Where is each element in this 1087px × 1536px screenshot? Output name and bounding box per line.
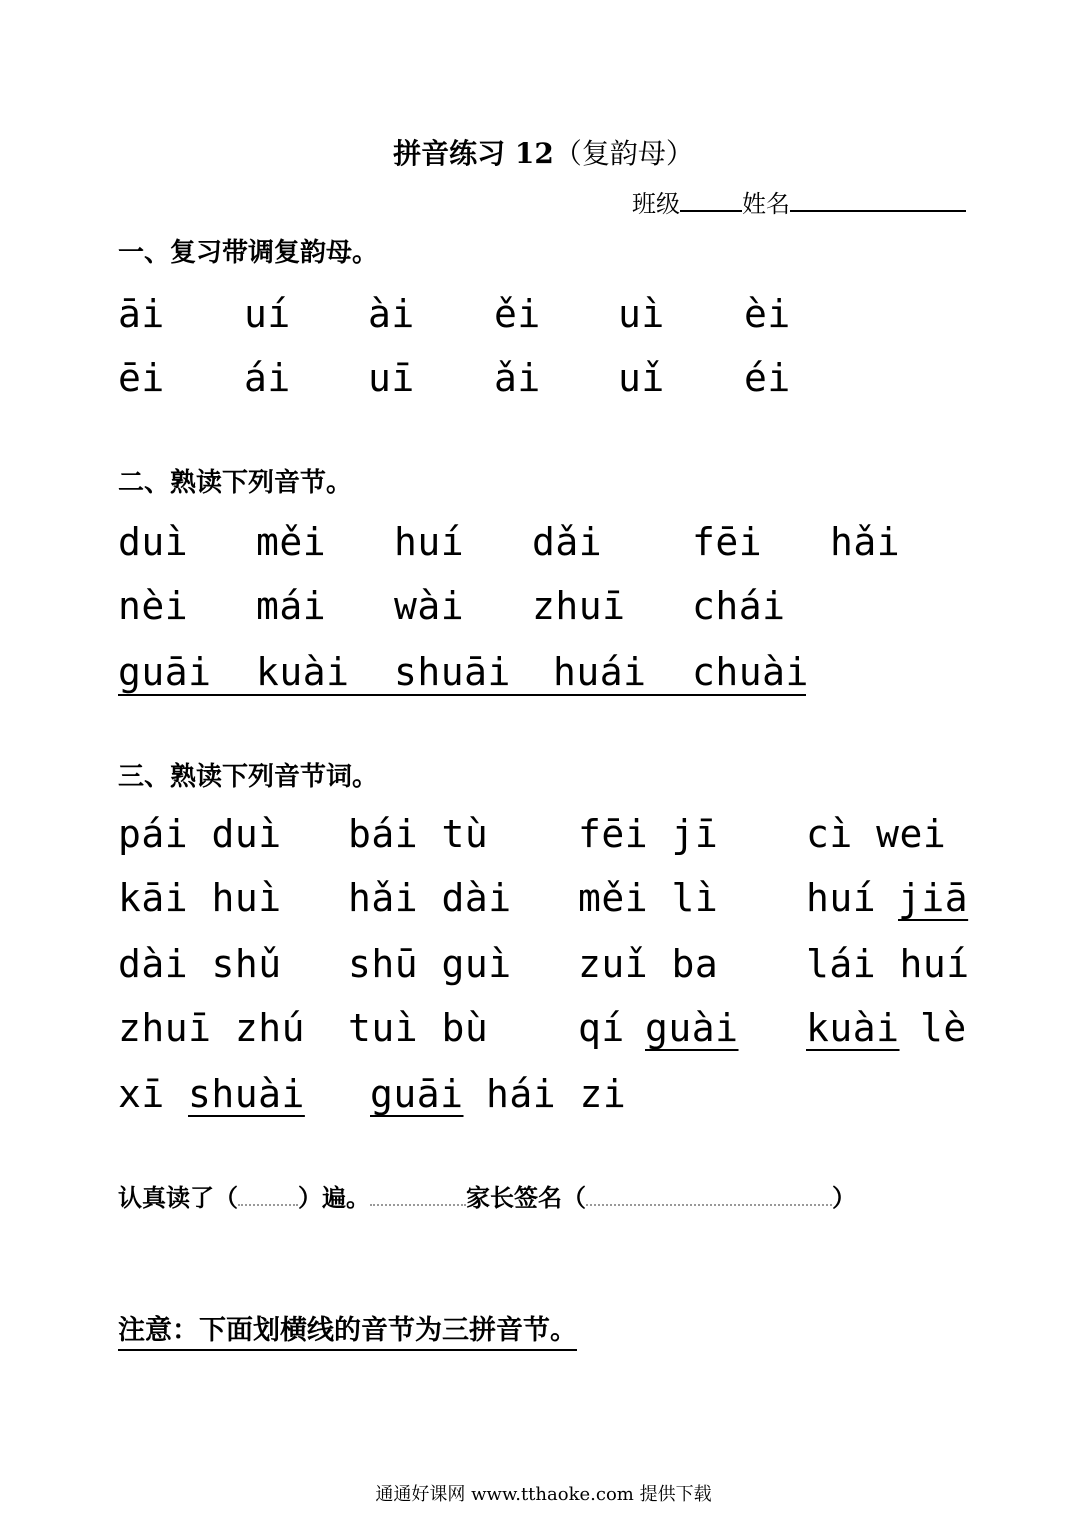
name-blank[interactable] — [790, 188, 966, 212]
read-label: 认真读了（ — [118, 1183, 238, 1212]
syllable: duì — [118, 520, 189, 564]
section3-heading: 三、熟读下列音节词。 — [118, 762, 379, 792]
syllable: uí — [244, 292, 291, 336]
word: xī — [118, 1072, 165, 1116]
word: zuǐ ba — [578, 942, 719, 986]
syllable: mái — [256, 584, 327, 628]
triple-syllable: huái — [553, 650, 647, 694]
word: cì wei — [806, 812, 947, 856]
syllable: uì — [618, 292, 665, 336]
syllable: chái — [692, 584, 786, 628]
triple-syllable: shuài — [188, 1072, 305, 1116]
word: huí — [806, 876, 877, 920]
triple-syllable: kuài — [256, 650, 350, 694]
class-name-line — [632, 184, 966, 219]
syllable: huí — [394, 520, 465, 564]
syllable: fēi — [692, 520, 763, 564]
word: fēi jī — [578, 812, 719, 856]
class-label: 班级 — [632, 190, 680, 218]
parent-close: ） — [832, 1183, 856, 1212]
syllable: uǐ — [618, 356, 665, 400]
title-sub: （复韵母） — [553, 137, 694, 170]
syllable: ài — [368, 292, 415, 336]
word: pái duì — [118, 812, 282, 856]
times-label: ）遍。 — [298, 1183, 370, 1212]
word: tuì bù — [348, 1006, 489, 1050]
triple-syllable: chuài — [692, 650, 809, 694]
note: 注意：下面划横线的音节为三拼音节。 — [118, 1308, 577, 1351]
word: lè — [920, 1006, 967, 1050]
name-label: 姓名 — [742, 190, 790, 218]
section1-heading: 一、复习带调复韵母。 — [118, 238, 379, 268]
word: měi lì — [578, 876, 719, 920]
syllable: ěi — [494, 292, 541, 336]
syllable: ǎi — [494, 356, 541, 400]
title-main: 拼音练习 12 — [393, 137, 554, 170]
word: dài shǔ — [118, 942, 282, 986]
syllable: ēi — [118, 356, 165, 400]
word: hǎi dài — [348, 876, 512, 920]
times-blank[interactable] — [238, 1186, 298, 1206]
triple-syllable: kuài — [806, 1006, 900, 1050]
word: hái zi — [486, 1072, 627, 1116]
triple-syllable: guāi — [118, 650, 212, 694]
triple-syllable: guài — [645, 1006, 739, 1050]
word: zhuī zhú — [118, 1006, 306, 1050]
syllable: éi — [744, 356, 791, 400]
syllable: hǎi — [830, 520, 901, 564]
syllable: ái — [244, 356, 291, 400]
syllable: uī — [368, 356, 415, 400]
spacer-dots — [370, 1186, 466, 1206]
word: bái tù — [348, 812, 489, 856]
word: kāi huì — [118, 876, 282, 920]
signature-blank[interactable] — [586, 1186, 832, 1206]
syllable: dǎi — [532, 520, 603, 564]
reading-record-line — [118, 1178, 856, 1213]
triple-syllable-underline — [118, 694, 806, 696]
syllable: měi — [256, 520, 327, 564]
footer-credit: 通通好课网 www.tthaoke.com 提供下载 — [375, 1484, 712, 1505]
parent-label: 家长签名（ — [466, 1183, 586, 1212]
triple-syllable: jiā — [898, 876, 969, 920]
word: shū guì — [348, 942, 512, 986]
word: lái huí — [806, 942, 970, 986]
page-title — [0, 132, 1087, 172]
triple-syllable: guāi — [370, 1072, 464, 1116]
class-blank[interactable] — [680, 188, 742, 212]
syllable: wài — [394, 584, 465, 628]
section2-heading: 二、熟读下列音节。 — [118, 468, 353, 498]
syllable: nèi — [118, 584, 189, 628]
syllable: zhuī — [532, 584, 626, 628]
triple-syllable: shuāi — [394, 650, 511, 694]
word: qí — [578, 1006, 625, 1050]
syllable: āi — [118, 292, 165, 336]
syllable: èi — [744, 292, 791, 336]
